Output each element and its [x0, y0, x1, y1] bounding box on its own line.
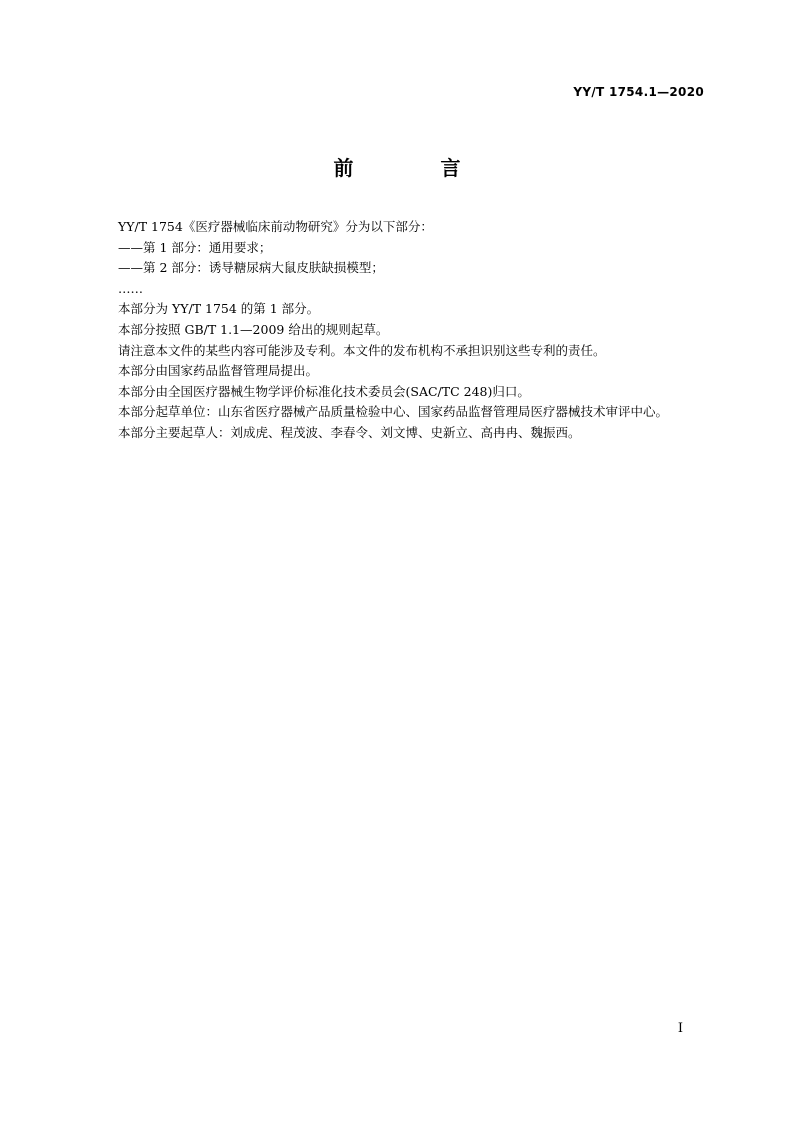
list-item-part-1: ——第 1 部分：通用要求； [118, 239, 272, 255]
paragraph-committee: 本部分由全国医疗器械生物学评价标准化技术委员会(SAC/TC 248)归口。 [118, 383, 530, 399]
list-item-part-2: ——第 2 部分：诱导糖尿病大鼠皮肤缺损模型； [118, 260, 384, 276]
paragraph-patent-notice: 请注意本文件的某些内容可能涉及专利。本文件的发布机构不承担识别这些专利的责任。 [118, 342, 606, 358]
paragraph-part-statement: 本部分为 YY/T 1754 的第 1 部分。 [118, 301, 320, 317]
foreword-body [90, 217, 704, 444]
paragraph-drafters: 本部分主要起草人：刘成虎、程茂波、李春令、刘文博、史新立、高冉冉、魏振西。 [118, 424, 581, 440]
standard-number: YY/T 1754.1—2020 [573, 85, 704, 99]
paragraph-intro: YY/T 1754《医疗器械临床前动物研究》分为以下部分： [118, 219, 433, 234]
paragraph-drafting-units: 本部分起草单位：山东省医疗器械产品质量检验中心、国家药品监督管理局医疗器械技术审评中心。 [118, 404, 669, 420]
list-ellipsis: …… [118, 280, 143, 296]
paragraph-proposer: 本部分由国家药品监督管理局提出。 [118, 363, 319, 379]
paragraph-drafting-rules: 本部分按照 GB/T 1.1—2009 给出的规则起草。 [118, 321, 389, 337]
page-title: 前 言 [333, 156, 501, 180]
page-number: I [677, 1021, 683, 1036]
